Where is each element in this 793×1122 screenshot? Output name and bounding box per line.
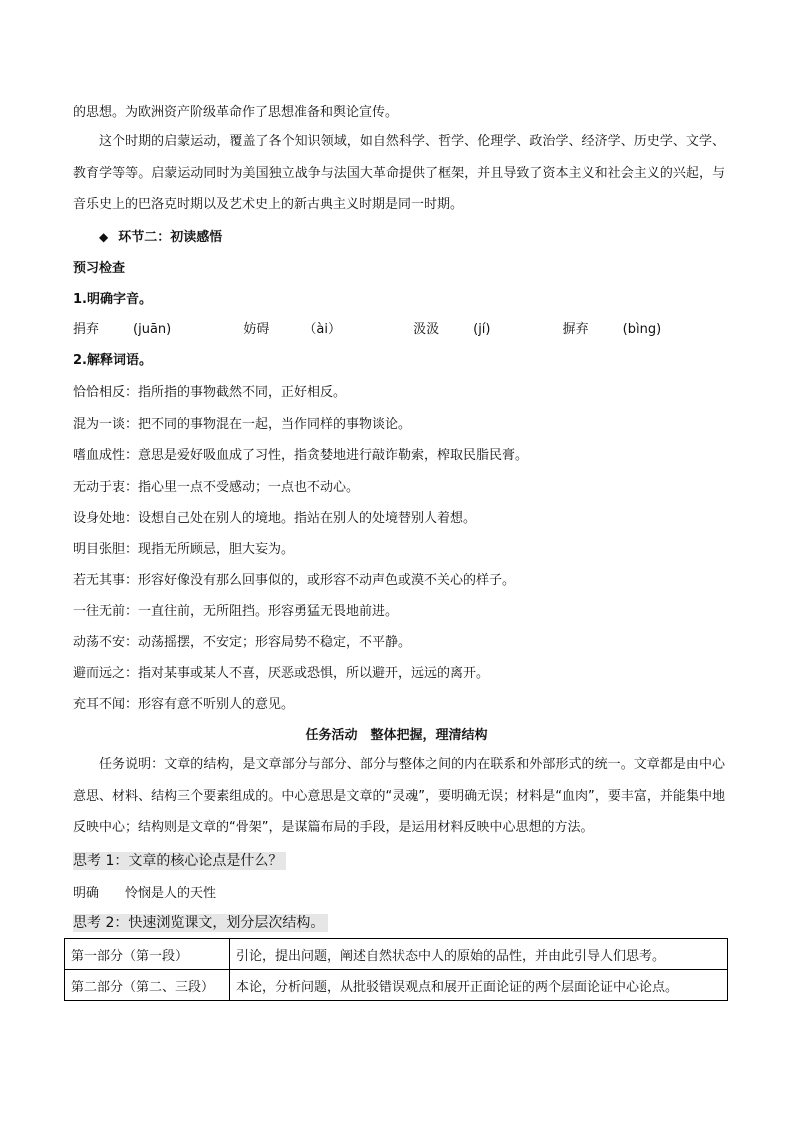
think2-line — [73, 914, 328, 933]
term-item: 避而远之：指对某事或某人不喜，厌恶或恐惧，所以避开，远远的离开。 — [73, 666, 490, 681]
task-description: 任务说明：文章的结构，是文章部分与部分、部分与整体之间的内在联系和外部形式的统一。文章都是由中心意思、材料、结构三个要素组成的。中心意思是文章的“灵魂”，要明确无误；材料是“血肉”，要丰富，并能集中地反映中心；结构则是文章的“骨架”，是谋篇布局的手段，是运用材料反映中心思想的方法。 — [73, 757, 725, 835]
table-cell-content: 引论，提出问题，阐述自然状态中人的原始的品性，并由此引导人们思考。 — [230, 939, 728, 970]
table-cell-content: 本论，分析问题，从批驳错误观点和展开正面论证的两个层面论证中心论点。 — [230, 970, 728, 1001]
pinyin-item: 汲汲 (jí) — [413, 322, 491, 337]
intro-line: 的思想。为欧洲资产阶级革命作了思想准备和舆论宣传。 — [73, 105, 399, 120]
think2-question: 思考 2：快速浏览课文，划分层次结构。 — [73, 914, 328, 932]
section-heading — [73, 228, 222, 247]
think1-line — [73, 852, 286, 871]
term-item: 明目张胆：现指无所顾忌，胆大妄为。 — [73, 542, 295, 557]
term-item: 恰恰相反：指所指的事物截然不同，正好相反。 — [73, 385, 347, 400]
think1-question: 思考 1：文章的核心论点是什么？ — [73, 852, 286, 870]
item1-title: 1.明确字音。 — [73, 292, 152, 307]
term-item: 充耳不闻：形容有意不听别人的意见。 — [73, 697, 295, 712]
diamond-bullet-icon: ◆ — [99, 230, 109, 244]
answer1-line — [73, 885, 216, 903]
table-row — [65, 939, 728, 970]
answer1-label: 明确 — [73, 886, 100, 901]
pinyin-row — [73, 321, 729, 339]
term-item: 嗜血成性：意思是爱好吸血成了习性，指贪婪地进行敲诈勒索，榨取民脂民膏。 — [73, 448, 529, 463]
table-row — [65, 970, 728, 1001]
term-item: 设身处地：设想自己处在别人的境地。指站在别人的处境替别人着想。 — [73, 511, 477, 526]
term-item: 无动于衷：指心里一点不受感动；一点也不动心。 — [73, 480, 360, 495]
structure-table — [64, 938, 728, 1001]
term-item: 混为一谈：把不同的事物混在一起，当作同样的事物谈论。 — [73, 417, 412, 432]
pinyin-item: 妨碍 （ài） — [243, 322, 341, 337]
intro-paragraph: 这个时期的启蒙运动，覆盖了各个知识领域，如自然科学、哲学、伦理学、政治学、经济学、历史学、文学、教育学等等。启蒙运动同时为美国独立战争与法国大革命提供了框架，并且导致了资本主义和社会主义的兴起，与音乐史上的巴洛克时期以及艺术史上的新古典主义时期是同一时期。 — [73, 134, 725, 212]
term-item: 一往无前：一直往前，无所阻挡。形容勇猛无畏地前进。 — [73, 604, 399, 619]
preview-title: 预习检查 — [73, 261, 126, 276]
table-cell-part: 第一部分（第一段） — [65, 939, 230, 970]
item2-title: 2.解释词语。 — [73, 353, 152, 368]
answer1-text: 怜悯是人的天性 — [125, 886, 217, 901]
table-cell-part: 第二部分（第二、三段） — [65, 970, 230, 1001]
task-title: 任务活动 整体把握，理清结构 — [305, 728, 488, 743]
pinyin-item: 捐弃 (juān) — [73, 322, 172, 337]
term-item: 动荡不安：动荡摇摆，不安定；形容局势不稳定，不平静。 — [73, 635, 412, 650]
section-heading-text: 环节二：初读感悟 — [118, 230, 223, 245]
pinyin-item: 摒弃 (bìng) — [562, 322, 662, 337]
term-item: 若无其事：形容好像没有那么回事似的，或形容不动声色或漠不关心的样子。 — [73, 573, 516, 588]
